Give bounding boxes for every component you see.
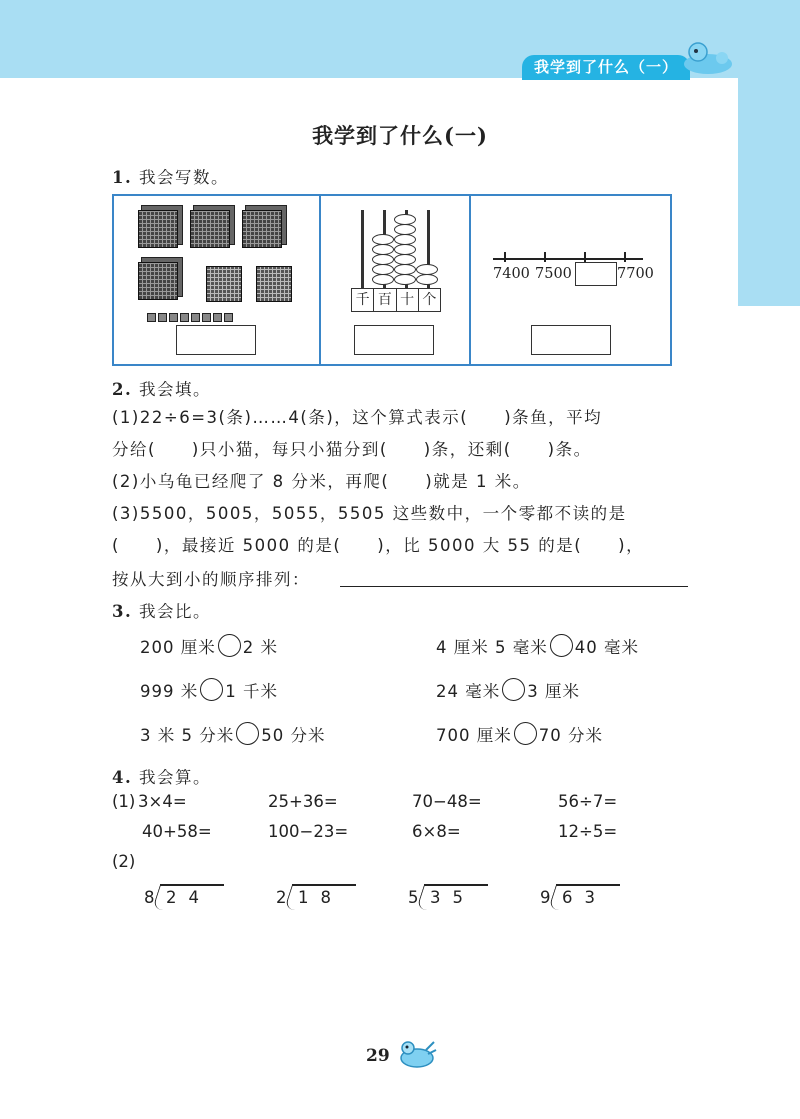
compare-item: 4 厘米 5 毫米 40 毫米 (436, 634, 639, 658)
abacus-cell (321, 196, 471, 364)
calc-item: 40+58= (142, 822, 212, 841)
compare-item: 999 米 1 千米 (140, 678, 278, 702)
write-number-panel (112, 194, 672, 366)
number-line-blank[interactable] (575, 262, 617, 286)
hundred-flat (206, 266, 242, 302)
compare-item: 200 厘米 2 米 (140, 634, 278, 658)
page-title: 我学到了什么(一) (312, 123, 488, 148)
number-line-label: 7700 (617, 266, 654, 282)
side-band (738, 78, 800, 306)
calc-item: 70−48= (412, 792, 482, 811)
thousand-cube (242, 210, 282, 248)
fill-line-1: (1)22÷6=3(条)……4(条)，这个算式表示( )条鱼，平均 (112, 408, 603, 427)
unit-cube (180, 313, 189, 322)
calc-item: 100−23= (268, 822, 349, 841)
place-label: 十 (397, 289, 419, 311)
number-line-cell (471, 196, 670, 364)
calc-item: 3×4= (138, 792, 187, 811)
abacus-bead (416, 274, 438, 285)
section-4-heading: 4. 我会算。 (112, 768, 211, 787)
unit-cube (169, 313, 178, 322)
unit-cube (224, 313, 233, 322)
section-2-heading: 2. 我会填。 (112, 380, 211, 399)
compare-circle[interactable] (200, 678, 223, 701)
answer-box-3[interactable] (531, 325, 611, 355)
calc-item: 6×8= (412, 822, 461, 841)
fill-line-2: 分给( )只小猫，每只小猫分到( )条，还剩( )条。 (112, 440, 592, 459)
calc-item: 25+36= (268, 792, 338, 811)
thousand-cube (190, 210, 230, 248)
compare-circle[interactable] (514, 722, 537, 745)
calc-item: 12÷5= (558, 822, 618, 841)
tick (624, 252, 626, 262)
unit-cube (147, 313, 156, 322)
number-line (493, 258, 643, 260)
tick (584, 252, 586, 262)
place-label: 百 (374, 289, 396, 311)
compare-circle[interactable] (502, 678, 525, 701)
thousand-cube (138, 262, 178, 300)
compare-item: 700 厘米 70 分米 (436, 722, 603, 746)
place-label: 千 (352, 289, 374, 311)
fill-line-5: ( )，最接近 5000 的是( )，比 5000 大 55 的是( )， (112, 536, 645, 555)
calc-item: 56÷7= (558, 792, 618, 811)
place-label: 个 (422, 292, 437, 308)
answer-box-1[interactable] (176, 325, 256, 355)
abacus-place-labels (351, 288, 441, 312)
thousand-cube (138, 210, 178, 248)
compare-circle[interactable] (218, 634, 241, 657)
answer-box-2[interactable] (354, 325, 434, 355)
answer-underline[interactable] (340, 586, 688, 587)
mascot-icon (396, 1036, 438, 1072)
tick (504, 252, 506, 262)
compare-circle[interactable] (550, 634, 573, 657)
part-label: (1) (112, 792, 136, 811)
unit-cube (158, 313, 167, 322)
abacus-bead (394, 274, 416, 285)
abacus-rod (361, 210, 364, 288)
fill-line-3: (2)小乌龟已经爬了 8 分米，再爬( )就是 1 米。 (112, 472, 531, 491)
tick (544, 252, 546, 262)
part-label: (2) (112, 852, 136, 871)
unit-cube (213, 313, 222, 322)
fill-line-4: (3)5500，5005，5055，5505 这些数中，一个零都不读的是 (112, 504, 627, 523)
section-badge: 我学到了什么（一） (522, 55, 690, 80)
number-line-label: 7500 (535, 266, 572, 282)
fill-line-6: 按从大到小的顺序排列： (112, 570, 310, 589)
hundred-flat (256, 266, 292, 302)
unit-cube (202, 313, 211, 322)
page-number: 29 (366, 1046, 390, 1066)
compare-item: 24 毫米 3 厘米 (436, 678, 580, 702)
abacus-bead (372, 274, 394, 285)
number-line-label: 7400 (493, 266, 530, 282)
compare-item: 3 米 5 分米 50 分米 (140, 722, 325, 746)
unit-cube (191, 313, 200, 322)
section-3-heading: 3. 我会比。 (112, 602, 211, 621)
blocks-cell (114, 196, 321, 364)
section-1-heading: 1. 我会写数。 (112, 168, 229, 187)
compare-circle[interactable] (236, 722, 259, 745)
mascot-icon (676, 40, 740, 76)
